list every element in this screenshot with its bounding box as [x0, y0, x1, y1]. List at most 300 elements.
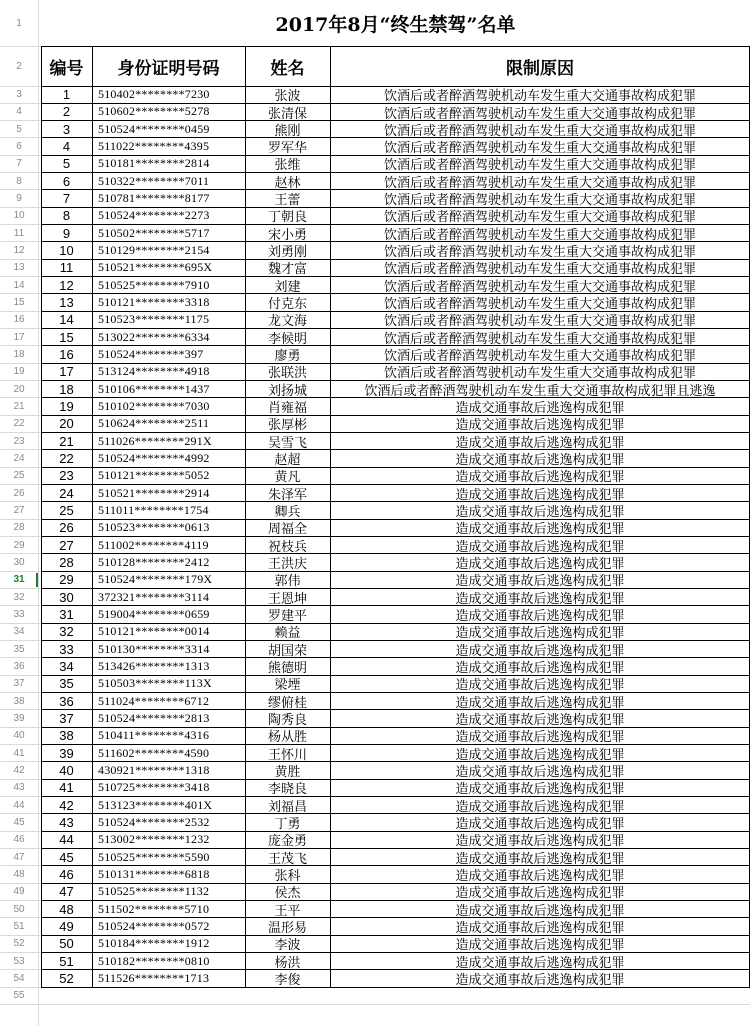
table-border — [41, 536, 750, 537]
row-number[interactable]: 30 — [13, 557, 25, 569]
row-number[interactable]: 19 — [13, 366, 25, 378]
cell-name[interactable]: 缪俯桂 — [267, 695, 307, 710]
cell-id-number[interactable]: 511024********6712 — [98, 693, 210, 708]
row-number[interactable]: 4 — [16, 106, 22, 118]
cell-name[interactable]: 刘扬城 — [267, 383, 307, 398]
row-number[interactable]: 53 — [13, 955, 25, 967]
cell-reason[interactable]: 饮酒后或者醉酒驾驶机动车发生重大交通事故构成犯罪 — [383, 193, 696, 208]
row-number[interactable]: 35 — [13, 643, 25, 655]
table-border — [41, 46, 750, 47]
table-border — [41, 467, 750, 468]
cell-number[interactable]: 30 — [59, 589, 74, 605]
cell-name[interactable]: 梁堙 — [274, 678, 301, 693]
cell-name[interactable]: 胡国荣 — [267, 643, 307, 658]
cell-number[interactable]: 41 — [59, 780, 74, 796]
table-row — [0, 363, 750, 380]
cell-reason[interactable]: 造成交通事故后逃逸构成犯罪 — [455, 487, 625, 502]
cell-reason[interactable]: 饮酒后或者醉酒驾驶机动车发生重大交通事故构成犯罪 — [383, 227, 696, 242]
cell-reason[interactable]: 造成交通事故后逃逸构成犯罪 — [455, 973, 625, 988]
cell-name[interactable]: 陶秀良 — [267, 713, 307, 728]
cell-id-number[interactable]: 510106********1437 — [98, 381, 210, 396]
cell-reason[interactable]: 造成交通事故后逃逸构成犯罪 — [455, 418, 625, 433]
table-row — [0, 623, 750, 640]
cell-name[interactable]: 王蕾 — [274, 193, 301, 208]
cell-number[interactable]: 23 — [59, 468, 74, 484]
cell-reason[interactable]: 饮酒后或者醉酒驾驶机动车发生重大交通事故构成犯罪 — [383, 314, 696, 329]
cell-id-number[interactable]: 510184********1912 — [98, 936, 210, 951]
row-number[interactable]: 13 — [13, 262, 25, 274]
cell-number[interactable]: 3 — [62, 121, 71, 137]
cell-id-number[interactable]: 510523********1175 — [98, 312, 210, 327]
table-border — [41, 917, 750, 918]
cell-reason[interactable]: 造成交通事故后逃逸构成犯罪 — [455, 470, 625, 485]
cell-number[interactable]: 52 — [59, 970, 74, 986]
table-border — [41, 761, 750, 762]
cell-id-number[interactable]: 510121********0014 — [98, 624, 210, 639]
cell-id-number[interactable]: 511502********5710 — [98, 901, 210, 916]
cell-id-number[interactable]: 510503********113X — [98, 676, 212, 691]
cell-number[interactable]: 12 — [59, 277, 74, 293]
cell-id-number[interactable]: 510402********7230 — [98, 87, 210, 102]
row-number[interactable]: 47 — [13, 851, 25, 863]
cell-reason[interactable]: 饮酒后或者醉酒驾驶机动车发生重大交通事故构成犯罪 — [383, 141, 696, 156]
cell-name[interactable]: 熊德明 — [267, 661, 307, 676]
cell-number[interactable]: 2 — [62, 104, 71, 120]
cell-id-number[interactable]: 511011********1754 — [98, 503, 209, 518]
cell-name[interactable]: 赵超 — [274, 453, 301, 468]
cell-id-number[interactable]: 510182********0810 — [98, 953, 210, 968]
cell-id-number[interactable]: 510524********0459 — [98, 121, 210, 136]
table-row — [0, 918, 750, 935]
table-row — [0, 277, 750, 294]
cell-id-number[interactable]: 510130********3314 — [98, 641, 210, 656]
row-number[interactable]: 34 — [13, 626, 25, 638]
cell-number[interactable]: 1 — [62, 87, 71, 103]
cell-name[interactable]: 卿兵 — [274, 505, 301, 520]
row-number[interactable]: 22 — [13, 418, 25, 430]
cell-number[interactable]: 39 — [59, 745, 74, 761]
cell-name[interactable]: 丁朝良 — [267, 210, 307, 225]
cell-number[interactable]: 40 — [59, 763, 74, 779]
table-border — [41, 865, 750, 866]
table-row — [0, 207, 750, 224]
row-number[interactable]: 8 — [16, 175, 22, 187]
cell-number[interactable]: 35 — [59, 676, 74, 692]
header-row — [0, 46, 750, 86]
cell-name[interactable]: 魏才富 — [267, 262, 307, 277]
cell-id-number[interactable]: 510521********2914 — [98, 485, 210, 500]
cell-reason[interactable]: 饮酒后或者醉酒驾驶机动车发生重大交通事故构成犯罪 — [383, 210, 696, 225]
cell-id-number[interactable]: 510524********2273 — [98, 208, 210, 223]
row-number[interactable]: 17 — [13, 331, 25, 343]
row-number[interactable]: 18 — [13, 349, 25, 361]
row-number[interactable]: 9 — [16, 193, 22, 205]
cell-reason[interactable]: 造成交通事故后逃逸构成犯罪 — [455, 453, 625, 468]
cell-number[interactable]: 44 — [59, 832, 74, 848]
cell-name[interactable]: 张联洪 — [267, 366, 307, 381]
table-border — [330, 46, 331, 987]
cell-reason[interactable]: 造成交通事故后逃逸构成犯罪 — [455, 903, 625, 918]
cell-number[interactable]: 10 — [59, 243, 74, 259]
cell-id-number[interactable]: 510525********7910 — [98, 277, 210, 292]
cell-name[interactable]: 李晓良 — [267, 782, 307, 797]
table-border — [41, 553, 750, 554]
row-number[interactable]: 40 — [13, 730, 25, 742]
cell-id-number[interactable]: 510725********3418 — [98, 780, 210, 795]
row-number[interactable]: 44 — [13, 799, 25, 811]
cell-id-number[interactable]: 511022********4395 — [98, 139, 210, 154]
row-number[interactable]: 26 — [13, 487, 25, 499]
table-row — [0, 814, 750, 831]
row-number[interactable]: 46 — [13, 834, 25, 846]
cell-name[interactable]: 刘勇刚 — [267, 245, 307, 260]
cell-reason[interactable]: 饮酒后或者醉酒驾驶机动车发生重大交通事故构成犯罪 — [383, 297, 696, 312]
row-number[interactable]: 1 — [16, 17, 22, 29]
cell-id-number[interactable]: 510524********2532 — [98, 815, 210, 830]
table-border — [41, 276, 750, 277]
row-number[interactable]: 52 — [13, 938, 25, 950]
cell-reason[interactable]: 饮酒后或者醉酒驾驶机动车发生重大交通事故构成犯罪 — [383, 158, 696, 173]
cell-name[interactable]: 宋小勇 — [267, 227, 307, 242]
cell-reason[interactable]: 造成交通事故后逃逸构成犯罪 — [455, 765, 625, 780]
cell-reason[interactable]: 造成交通事故后逃逸构成犯罪 — [455, 626, 625, 641]
cell-name[interactable]: 黄凡 — [274, 470, 301, 485]
row-number[interactable]: 32 — [13, 591, 25, 603]
cell-number[interactable]: 5 — [62, 156, 71, 172]
cell-name[interactable]: 龙文海 — [267, 314, 307, 329]
cell-number[interactable]: 14 — [59, 312, 74, 328]
table-border — [41, 519, 750, 520]
table-border — [41, 172, 750, 173]
row-number[interactable]: 20 — [13, 383, 25, 395]
cell-number[interactable]: 27 — [59, 537, 74, 553]
cell-number[interactable]: 25 — [59, 503, 74, 519]
cell-reason[interactable]: 饮酒后或者醉酒驾驶机动车发生重大交通事故构成犯罪 — [383, 279, 696, 294]
cell-name[interactable]: 赖益 — [274, 626, 301, 641]
cell-id-number[interactable]: 510121********3318 — [98, 295, 210, 310]
cell-name[interactable]: 祝枝兵 — [267, 539, 307, 554]
cell-number[interactable]: 24 — [59, 485, 74, 501]
cell-name[interactable]: 张清保 — [267, 106, 307, 121]
row-number[interactable]: 43 — [13, 782, 25, 794]
cell-name[interactable]: 李俊 — [274, 973, 301, 988]
cell-id-number[interactable]: 510128********2412 — [98, 555, 210, 570]
table-border — [41, 848, 750, 849]
cell-id-number[interactable]: 510523********0613 — [98, 520, 210, 535]
cell-number[interactable]: 37 — [59, 711, 74, 727]
cell-id-number[interactable]: 510131********6818 — [98, 867, 210, 881]
cell-name[interactable]: 罗建平 — [267, 609, 307, 624]
cell-number[interactable]: 42 — [59, 797, 74, 813]
cell-number[interactable]: 36 — [59, 693, 74, 709]
cell-number[interactable]: 6 — [62, 173, 71, 189]
row-gridline — [0, 1004, 750, 1005]
cell-name[interactable]: 温形易 — [267, 921, 307, 936]
row-number[interactable]: 45 — [13, 817, 25, 829]
table-border — [41, 484, 750, 485]
table-border — [41, 363, 750, 364]
row-number[interactable]: 55 — [13, 990, 25, 1002]
cell-name[interactable]: 张维 — [274, 158, 301, 173]
cell-reason[interactable]: 饮酒后或者醉酒驾驶机动车发生重大交通事故构成犯罪 — [383, 349, 696, 364]
row-number[interactable]: 33 — [13, 609, 25, 621]
row-number[interactable]: 15 — [13, 297, 25, 309]
cell-reason[interactable]: 造成交通事故后逃逸构成犯罪 — [455, 643, 625, 658]
cell-name[interactable]: 肖雍福 — [267, 401, 307, 416]
cell-reason[interactable]: 造成交通事故后逃逸构成犯罪 — [455, 401, 625, 416]
cell-id-number[interactable]: 510129********2154 — [98, 243, 210, 258]
cell-number[interactable]: 26 — [59, 520, 74, 536]
cell-id-number[interactable]: 511026********291X — [98, 433, 212, 448]
cell-reason[interactable]: 饮酒后或者醉酒驾驶机动车发生重大交通事故构成犯罪 — [383, 331, 696, 346]
row-number[interactable]: 49 — [13, 886, 25, 898]
cell-id-number[interactable]: 513022********6334 — [98, 329, 210, 344]
cell-reason[interactable]: 造成交通事故后逃逸构成犯罪 — [455, 730, 625, 745]
cell-reason[interactable]: 饮酒后或者醉酒驾驶机动车发生重大交通事故构成犯罪 — [383, 245, 696, 260]
cell-number[interactable]: 9 — [62, 225, 71, 241]
cell-id-number[interactable]: 372321********3114 — [98, 589, 210, 604]
row-number[interactable]: 37 — [13, 678, 25, 690]
table-row — [0, 693, 750, 710]
row-number[interactable]: 38 — [13, 695, 25, 707]
cell-id-number[interactable]: 510525********1132 — [98, 884, 210, 899]
header-number[interactable]: 编号 — [49, 58, 84, 78]
cell-reason[interactable]: 造成交通事故后逃逸构成犯罪 — [455, 435, 625, 450]
cell-id-number[interactable]: 513124********4918 — [98, 364, 210, 379]
cell-number[interactable]: 32 — [59, 624, 74, 640]
row-number[interactable]: 24 — [13, 453, 25, 465]
row-number[interactable]: 12 — [13, 245, 25, 257]
row-number[interactable]: 36 — [13, 661, 25, 673]
cell-reason[interactable]: 造成交通事故后逃逸构成犯罪 — [455, 782, 625, 797]
cell-name[interactable]: 黄胜 — [274, 765, 301, 780]
row-number[interactable]: 5 — [16, 123, 22, 135]
cell-name[interactable]: 付克东 — [267, 297, 307, 312]
cell-name[interactable]: 庞金勇 — [267, 834, 307, 849]
cell-number[interactable]: 46 — [59, 867, 74, 882]
row-number[interactable]: 54 — [13, 972, 25, 984]
cell-reason[interactable]: 造成交通事故后逃逸构成犯罪 — [455, 609, 625, 624]
cell-number[interactable]: 13 — [59, 295, 74, 311]
cell-name[interactable]: 刘建 — [274, 279, 301, 294]
cell-id-number[interactable]: 511602********4590 — [98, 745, 210, 760]
cell-number[interactable]: 7 — [62, 191, 71, 207]
cell-name[interactable]: 李波 — [274, 938, 301, 953]
cell-id-number[interactable]: 513426********1313 — [98, 659, 210, 674]
table-border — [41, 605, 750, 606]
table-row — [0, 537, 750, 554]
cell-reason[interactable]: 饮酒后或者醉酒驾驶机动车发生重大交通事故构成犯罪 — [383, 175, 696, 190]
cell-id-number[interactable]: 510624********2511 — [98, 416, 210, 431]
cell-reason[interactable]: 造成交通事故后逃逸构成犯罪 — [455, 955, 625, 970]
cell-number[interactable]: 38 — [59, 728, 74, 744]
cell-id-number[interactable]: 510521********695X — [98, 260, 213, 275]
sheet-title[interactable]: 2017年8月“终生禁驾”名单 — [275, 13, 516, 36]
cell-reason[interactable]: 造成交通事故后逃逸构成犯罪 — [455, 539, 625, 554]
cell-number[interactable]: 33 — [59, 641, 74, 657]
row-number[interactable]: 25 — [13, 470, 25, 482]
cell-reason[interactable]: 造成交通事故后逃逸构成犯罪 — [455, 799, 625, 814]
table-row — [0, 138, 750, 155]
cell-reason[interactable]: 造成交通事故后逃逸构成犯罪 — [455, 574, 625, 589]
cell-name[interactable]: 王平 — [274, 903, 301, 918]
cell-number[interactable]: 11 — [59, 260, 74, 276]
row-number[interactable]: 3 — [16, 89, 22, 101]
row-number[interactable]: 31 — [13, 574, 25, 586]
cell-number[interactable]: 31 — [59, 607, 74, 623]
cell-name[interactable]: 吴雪飞 — [267, 435, 307, 450]
cell-number[interactable]: 45 — [59, 849, 74, 865]
cell-id-number[interactable]: 513123********401X — [98, 797, 213, 812]
cell-number[interactable]: 47 — [59, 884, 74, 900]
cell-number[interactable]: 48 — [59, 901, 74, 917]
cell-number[interactable]: 20 — [59, 416, 74, 432]
row-number[interactable]: 10 — [13, 210, 25, 222]
cell-id-number[interactable]: 510502********5717 — [98, 225, 210, 240]
cell-reason[interactable]: 饮酒后或者醉酒驾驶机动车发生重大交通事故构成犯罪且逃逸 — [364, 383, 716, 398]
row-number[interactable]: 42 — [13, 765, 25, 777]
cell-reason[interactable]: 造成交通事故后逃逸构成犯罪 — [455, 505, 625, 520]
cell-number[interactable]: 8 — [62, 208, 71, 224]
cell-number[interactable]: 50 — [59, 936, 74, 952]
table-border — [41, 969, 750, 970]
cell-number[interactable]: 28 — [59, 555, 74, 571]
cell-reason[interactable]: 造成交通事故后逃逸构成犯罪 — [455, 695, 625, 710]
row-number[interactable]: 29 — [13, 539, 25, 551]
cell-reason[interactable]: 造成交通事故后逃逸构成犯罪 — [455, 938, 625, 953]
cell-number[interactable]: 4 — [62, 139, 71, 155]
row-number[interactable]: 27 — [13, 505, 25, 517]
cell-number[interactable]: 49 — [59, 918, 74, 934]
cell-name[interactable]: 王怀川 — [267, 747, 307, 762]
cell-name[interactable]: 李候明 — [267, 331, 307, 346]
cell-id-number[interactable]: 511526********1713 — [98, 970, 210, 985]
row-number[interactable]: 6 — [16, 141, 22, 153]
cell-number[interactable]: 16 — [59, 347, 74, 363]
cell-reason[interactable]: 饮酒后或者醉酒驾驶机动车发生重大交通事故构成犯罪 — [383, 106, 696, 121]
cell-number[interactable]: 22 — [59, 451, 74, 467]
cell-id-number[interactable]: 511002********4119 — [98, 537, 209, 552]
cell-name[interactable]: 王恩坤 — [267, 591, 307, 606]
cell-reason[interactable]: 造成交通事故后逃逸构成犯罪 — [455, 661, 625, 676]
cell-number[interactable]: 21 — [59, 433, 74, 449]
cell-name[interactable]: 赵林 — [274, 175, 301, 190]
cell-name[interactable]: 王茂飞 — [267, 851, 307, 866]
cell-id-number[interactable]: 510781********8177 — [98, 191, 210, 206]
cell-name[interactable]: 刘福昌 — [267, 799, 307, 814]
cell-reason[interactable]: 饮酒后或者醉酒驾驶机动车发生重大交通事故构成犯罪 — [383, 89, 696, 104]
row-number[interactable]: 39 — [13, 713, 25, 725]
cell-reason[interactable]: 造成交通事故后逃逸构成犯罪 — [455, 522, 625, 537]
cell-name[interactable]: 杨洪 — [274, 955, 301, 970]
cell-reason[interactable]: 造成交通事故后逃逸构成犯罪 — [455, 851, 625, 866]
cell-number[interactable]: 51 — [59, 953, 74, 969]
row-number[interactable]: 28 — [13, 522, 25, 534]
cell-name[interactable]: 丁勇 — [274, 817, 301, 832]
cell-name[interactable]: 熊刚 — [274, 123, 301, 138]
cell-name[interactable]: 张科 — [274, 869, 301, 884]
cell-id-number[interactable]: 510524********397 — [98, 347, 204, 362]
row-number[interactable]: 50 — [13, 903, 25, 915]
cell-name[interactable]: 侯杰 — [274, 886, 301, 901]
cell-id-number[interactable]: 510525********5590 — [98, 849, 210, 864]
cell-number[interactable]: 43 — [59, 815, 74, 831]
cell-reason[interactable]: 造成交通事故后逃逸构成犯罪 — [455, 557, 625, 572]
row-number[interactable]: 23 — [13, 435, 25, 447]
header-id-number[interactable]: 身份证明号码 — [117, 58, 220, 79]
cell-id-number[interactable]: 430921********1318 — [98, 763, 210, 778]
cell-id-number[interactable]: 510602********5278 — [98, 104, 210, 119]
cell-reason[interactable]: 造成交通事故后逃逸构成犯罪 — [455, 869, 625, 884]
cell-number[interactable]: 18 — [59, 381, 74, 397]
cell-id-number[interactable]: 510121********5052 — [98, 468, 210, 483]
cell-id-number[interactable]: 510524********2813 — [98, 711, 210, 726]
cell-reason[interactable]: 造成交通事故后逃逸构成犯罪 — [455, 747, 625, 762]
row-number[interactable]: 7 — [16, 158, 22, 170]
cell-reason[interactable]: 造成交通事故后逃逸构成犯罪 — [455, 713, 625, 728]
cell-name[interactable]: 罗军华 — [267, 141, 307, 156]
cell-name[interactable]: 郭伟 — [274, 574, 301, 589]
cell-name[interactable]: 杨从胜 — [267, 730, 307, 745]
cell-id-number[interactable]: 513002********1232 — [98, 832, 210, 847]
cell-id-number[interactable]: 510524********0572 — [98, 918, 210, 933]
cell-id-number[interactable]: 519004********0659 — [98, 607, 210, 622]
cell-id-number[interactable]: 510411********4316 — [98, 728, 210, 743]
cell-number[interactable]: 17 — [59, 364, 74, 380]
table-border — [41, 935, 750, 936]
cell-reason[interactable]: 造成交通事故后逃逸构成犯罪 — [455, 678, 625, 693]
cell-number[interactable]: 34 — [59, 659, 74, 675]
row-number[interactable]: 51 — [13, 920, 25, 932]
row-number[interactable]: 48 — [13, 869, 25, 880]
cell-id-number[interactable]: 510322********7011 — [98, 173, 210, 188]
cell-id-number[interactable]: 510524********4992 — [98, 451, 210, 466]
cell-reason[interactable]: 造成交通事故后逃逸构成犯罪 — [455, 834, 625, 849]
header-name[interactable]: 姓名 — [270, 58, 305, 79]
row-number[interactable]: 2 — [16, 60, 22, 72]
cell-id-number[interactable]: 510181********2814 — [98, 156, 210, 171]
cell-id-number[interactable]: 510102********7030 — [98, 399, 210, 414]
cell-reason[interactable]: 饮酒后或者醉酒驾驶机动车发生重大交通事故构成犯罪 — [383, 366, 696, 381]
cell-number[interactable]: 29 — [59, 572, 74, 588]
cell-reason[interactable]: 饮酒后或者醉酒驾驶机动车发生重大交通事故构成犯罪 — [383, 123, 696, 138]
header-reason[interactable]: 限制原因 — [506, 58, 574, 79]
cell-reason[interactable]: 饮酒后或者醉酒驾驶机动车发生重大交通事故构成犯罪 — [383, 262, 696, 277]
row-number[interactable]: 41 — [13, 747, 25, 759]
cell-reason[interactable]: 造成交通事故后逃逸构成犯罪 — [455, 886, 625, 901]
cell-id-number[interactable]: 510524********179X — [98, 572, 213, 587]
cell-name[interactable]: 张厚彬 — [267, 418, 307, 433]
table-border — [41, 415, 750, 416]
table-border — [41, 640, 750, 641]
table-border — [41, 501, 750, 502]
row-number[interactable]: 21 — [13, 401, 25, 413]
row-number[interactable]: 14 — [13, 279, 25, 291]
cell-reason[interactable]: 造成交通事故后逃逸构成犯罪 — [455, 921, 625, 936]
cell-number[interactable]: 19 — [59, 399, 74, 415]
cell-name[interactable]: 周福全 — [267, 522, 307, 537]
cell-name[interactable]: 张波 — [274, 89, 301, 104]
cell-name[interactable]: 廖勇 — [274, 349, 301, 364]
cell-name[interactable]: 王洪庆 — [267, 557, 307, 572]
cell-reason[interactable]: 造成交通事故后逃逸构成犯罪 — [455, 591, 625, 606]
row-number[interactable]: 16 — [13, 314, 25, 326]
row-number[interactable]: 11 — [13, 227, 25, 239]
cell-reason[interactable]: 造成交通事故后逃逸构成犯罪 — [455, 817, 625, 832]
cell-number[interactable]: 15 — [59, 329, 74, 345]
table-border — [41, 137, 750, 138]
cell-name[interactable]: 朱泽军 — [267, 487, 307, 502]
